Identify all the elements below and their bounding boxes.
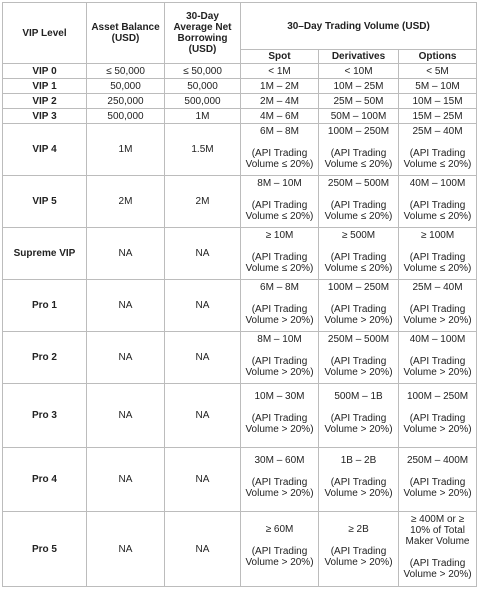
options-cell: 25M – 40M (API Trading Volume > 20%) (399, 280, 477, 332)
table-row (3, 124, 477, 176)
derivatives-cell: 250M – 500M (API Trading Volume ≤ 20%) (319, 176, 399, 228)
header-asset-balance: Asset Balance (USD) (87, 3, 165, 64)
borrowing-cell: 1.5M (165, 124, 241, 176)
borrowing-cell: 500,000 (165, 94, 241, 109)
header-trading-volume: 30–Day Trading Volume (USD) (241, 3, 477, 50)
derivatives-cell: 50M – 100M (319, 109, 399, 124)
table-row (3, 448, 477, 512)
options-cell: 10M – 15M (399, 94, 477, 109)
asset-balance-cell: 2M (87, 176, 165, 228)
table-body (3, 64, 477, 587)
spot-cell: < 1M (241, 64, 319, 79)
spot-cell: 4M – 6M (241, 109, 319, 124)
spot-cell: 8M – 10M (API Trading Volume ≤ 20%) (241, 176, 319, 228)
borrowing-cell: NA (165, 512, 241, 587)
derivatives-cell: < 10M (319, 64, 399, 79)
borrowing-cell: NA (165, 448, 241, 512)
header-net-borrowing: 30-Day Average Net Borrowing (USD) (165, 3, 241, 64)
asset-balance-cell: 500,000 (87, 109, 165, 124)
borrowing-cell: 50,000 (165, 79, 241, 94)
borrowing-cell: 1M (165, 109, 241, 124)
vip-level-cell: VIP 1 (3, 79, 87, 94)
header-spot: Spot (241, 50, 319, 64)
borrowing-cell: NA (165, 332, 241, 384)
derivatives-cell: 1B – 2B (API Trading Volume > 20%) (319, 448, 399, 512)
table-header (3, 3, 477, 64)
table-row (3, 64, 477, 79)
spot-cell: 2M – 4M (241, 94, 319, 109)
vip-level-cell: Supreme VIP (3, 228, 87, 280)
table-row (3, 228, 477, 280)
spot-cell: 8M – 10M (API Trading Volume > 20%) (241, 332, 319, 384)
asset-balance-cell: NA (87, 384, 165, 448)
asset-balance-cell: 50,000 (87, 79, 165, 94)
options-cell: 250M – 400M (API Trading Volume > 20%) (399, 448, 477, 512)
header-options: Options (399, 50, 477, 64)
vip-level-cell: Pro 1 (3, 280, 87, 332)
derivatives-cell: 10M – 25M (319, 79, 399, 94)
derivatives-cell: 100M – 250M (API Trading Volume ≤ 20%) (319, 124, 399, 176)
spot-cell: 10M – 30M (API Trading Volume > 20%) (241, 384, 319, 448)
spot-cell: 6M – 8M (API Trading Volume ≤ 20%) (241, 124, 319, 176)
table-row (3, 280, 477, 332)
options-cell: 100M – 250M (API Trading Volume > 20%) (399, 384, 477, 448)
vip-level-cell: Pro 5 (3, 512, 87, 587)
spot-cell: 30M – 60M (API Trading Volume > 20%) (241, 448, 319, 512)
spot-cell: 1M – 2M (241, 79, 319, 94)
borrowing-cell: 2M (165, 176, 241, 228)
header-derivatives: Derivatives (319, 50, 399, 64)
borrowing-cell: NA (165, 228, 241, 280)
options-cell: ≥ 100M (API Trading Volume ≤ 20%) (399, 228, 477, 280)
vip-level-cell: VIP 3 (3, 109, 87, 124)
borrowing-cell: ≤ 50,000 (165, 64, 241, 79)
derivatives-cell: 250M – 500M (API Trading Volume > 20%) (319, 332, 399, 384)
derivatives-cell: 100M – 250M (API Trading Volume > 20%) (319, 280, 399, 332)
table-row (3, 512, 477, 587)
table-row (3, 94, 477, 109)
borrowing-cell: NA (165, 280, 241, 332)
options-cell: 5M – 10M (399, 79, 477, 94)
table-row (3, 79, 477, 94)
asset-balance-cell: NA (87, 228, 165, 280)
spot-cell: ≥ 10M (API Trading Volume ≤ 20%) (241, 228, 319, 280)
derivatives-cell: ≥ 2B (API Trading Volume > 20%) (319, 512, 399, 587)
vip-level-cell: VIP 0 (3, 64, 87, 79)
borrowing-cell: NA (165, 384, 241, 448)
vip-level-cell: VIP 4 (3, 124, 87, 176)
vip-level-cell: VIP 5 (3, 176, 87, 228)
asset-balance-cell: NA (87, 448, 165, 512)
vip-level-cell: Pro 4 (3, 448, 87, 512)
asset-balance-cell: ≤ 50,000 (87, 64, 165, 79)
options-cell: ≥ 400M or ≥ 10% of Total Maker Volume (API Trading Volume > 20%) (399, 512, 477, 587)
vip-fee-table (2, 2, 477, 587)
options-cell: 15M – 25M (399, 109, 477, 124)
options-cell: 25M – 40M (API Trading Volume ≤ 20%) (399, 124, 477, 176)
spot-cell: ≥ 60M (API Trading Volume > 20%) (241, 512, 319, 587)
header-row (3, 3, 477, 50)
table-row (3, 384, 477, 448)
spot-cell: 6M – 8M (API Trading Volume > 20%) (241, 280, 319, 332)
asset-balance-cell: NA (87, 280, 165, 332)
derivatives-cell: ≥ 500M (API Trading Volume ≤ 20%) (319, 228, 399, 280)
derivatives-cell: 500M – 1B (API Trading Volume > 20%) (319, 384, 399, 448)
asset-balance-cell: 250,000 (87, 94, 165, 109)
table-row (3, 332, 477, 384)
table-row (3, 109, 477, 124)
asset-balance-cell: 1M (87, 124, 165, 176)
vip-level-cell: Pro 3 (3, 384, 87, 448)
header-vip-level: VIP Level (3, 3, 87, 64)
vip-level-cell: Pro 2 (3, 332, 87, 384)
derivatives-cell: 25M – 50M (319, 94, 399, 109)
options-cell: < 5M (399, 64, 477, 79)
vip-level-cell: VIP 2 (3, 94, 87, 109)
options-cell: 40M – 100M (API Trading Volume ≤ 20%) (399, 176, 477, 228)
asset-balance-cell: NA (87, 332, 165, 384)
table-row (3, 176, 477, 228)
options-cell: 40M – 100M (API Trading Volume > 20%) (399, 332, 477, 384)
asset-balance-cell: NA (87, 512, 165, 587)
